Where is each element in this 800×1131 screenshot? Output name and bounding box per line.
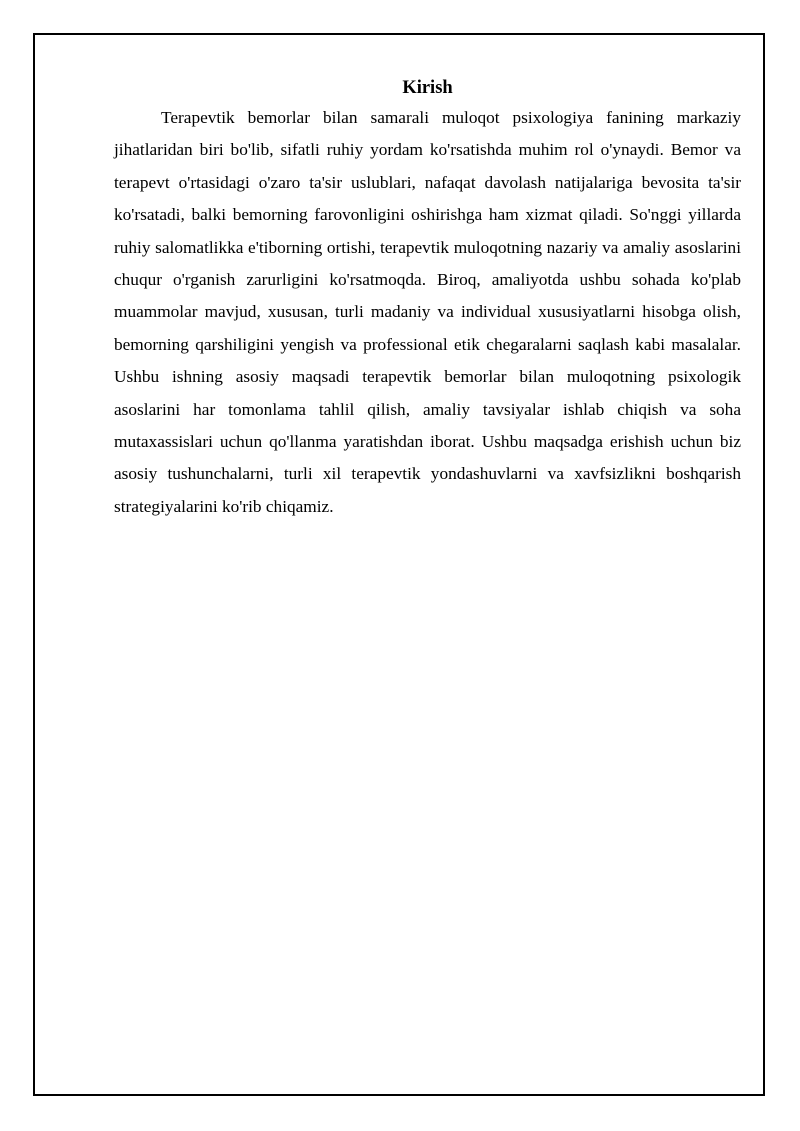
document-title: Kirish: [402, 78, 453, 98]
intro-paragraph: Terapevtik bemorlar bilan samarali muloqot psixologiya fanining markaziy jihatlaridan biri bo'lib, sifatli ruhiy yordam ko'rsatishda muhim rol o'ynaydi. Bemor va terapevt o'rtasidagi o'zaro ta'sir uslublari, nafaqat davolash natijalariga bevosita ta'sir ko'rsatadi, balki bemorning farovonligini oshirishga ham xizmat qiladi. So'nggi yillarda ruhiy salomatlikka e'tiborning ortishi, terapevtik muloqotning nazariy va amaliy asoslarini chuqur o'rganish zarurligini ko'rsatmoqda. Biroq, amaliyotda ushbu sohada ko'plab muammolar mavjud, xususan, turli madaniy va individual xususiyatlarni hisobga olish, bemorning qarshiligini yengish va professional etik chegaralarni saqlash kabi masalalar. Ushbu ishning asosiy maqsadi terapevtik bemorlar bilan muloqotning psixologik asoslarini har tomonlama tahlil qilish, amaliy tavsiyalar ishlab chiqish va soha mutaxassislari uchun qo'llanma yaratishdan iborat. Ushbu maqsadga erishish uchun biz asosiy tushunchalarni, turli xil terapevtik yondashuvlarni va xavfsizlikni boshqarish strategiyalarini ko'rib chiqamiz.: [114, 108, 741, 516]
document-content: [114, 76, 741, 523]
